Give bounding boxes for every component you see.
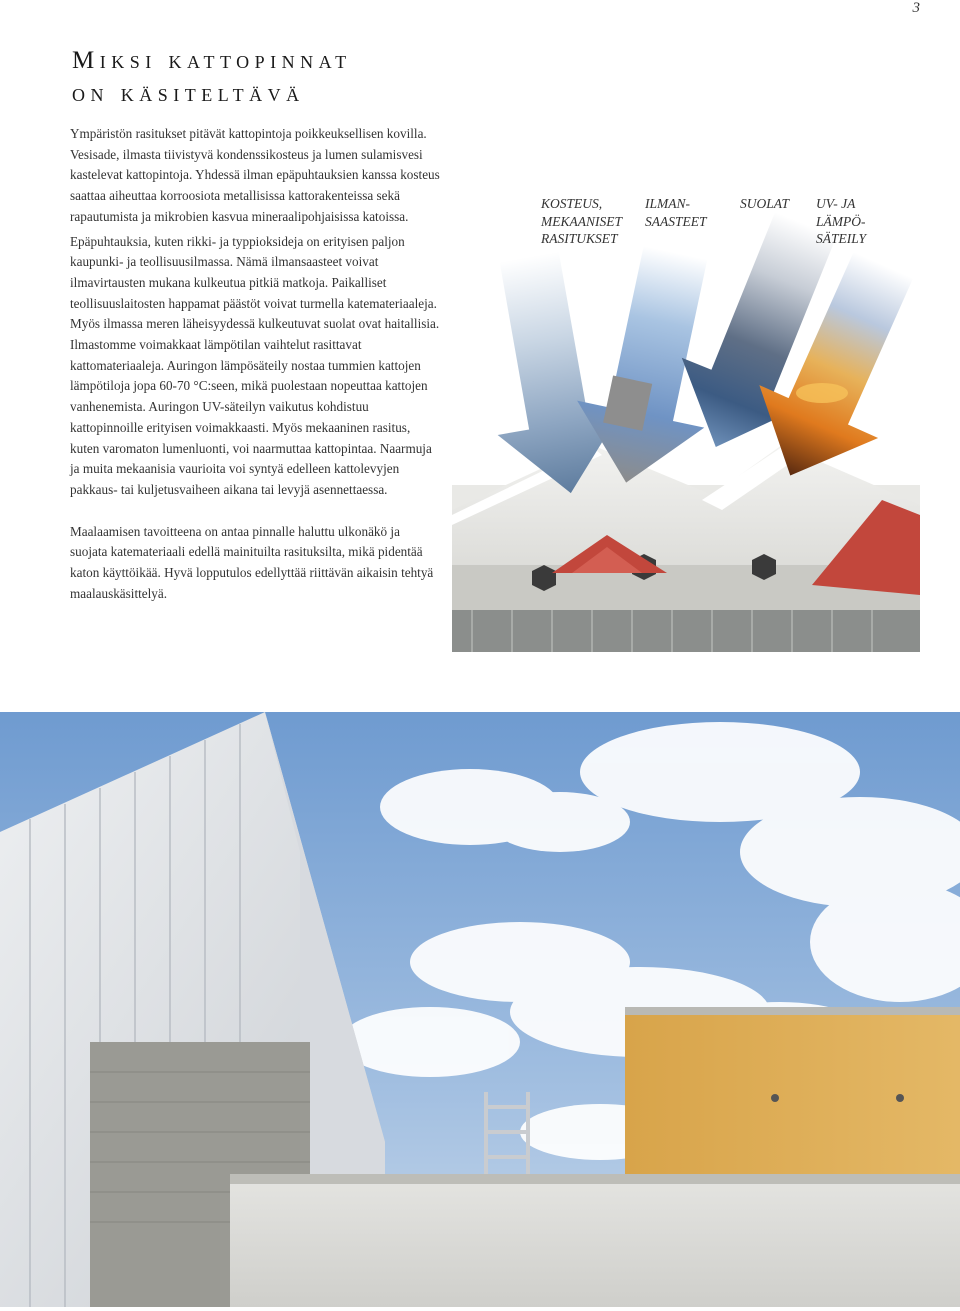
label-salts: SUOLAT bbox=[740, 196, 790, 211]
wall-coping bbox=[230, 1174, 960, 1184]
fence bbox=[452, 610, 920, 652]
paragraph-1: Ympäristön rasitukset pitävät kattopintoja poikkeuksellisen kovilla. Vesisade, ilmasta tiivistyvä kondenssikosteus ja lumen sulamisvesi kastelevat kattopintoja. Yhdessä ilman epäpuhtauksien kanssa kosteus saattaa aiheuttaa korroosiota metallisissa kattorakenteissa sekä rapautumista ja mikrobien kasvua mineraalipohjaisissa katoissa. bbox=[70, 126, 440, 224]
article-body bbox=[70, 124, 440, 604]
title-line-2: on käsiteltävä bbox=[72, 80, 305, 107]
roofs-photo-image bbox=[0, 712, 960, 1307]
foreground-wall bbox=[230, 1182, 960, 1307]
label-pollution: ILMAN- SAASTEET bbox=[645, 196, 707, 229]
paragraph-2: Epäpuhtauksia, kuten rikki- ja typpioksideja on erityisen paljon kaupunki- ja teollisuusilmassa. Nämä ilmansaasteet voivat ilmavirtausten mukana kulkeutua pitkiä matkoja. Paikalliset teollisuuslaitosten happamat päästöt voivat turmella katemateriaaleja. Myös ilmassa meren läheisyydessä kulkeutuvat suolat ovat haitallisia. bbox=[70, 233, 440, 332]
roof-stress-illustration bbox=[452, 155, 920, 652]
paragraph-3: Ilmastomme voimakkaat lämpötilan vaihtelut rasittavat kattomateriaaleja. Auringon lämpösäteily nostaa tummien kattojen lämpötiloja jopa 60-70 °C:seen, mikä puolestaan nopeuttaa kattojen vanhenemista. Auringon UV-säteilyn vaikutus kohdistuu kattopinnoille erityisen voimakkaasti. Myös mekaaninen rasitus, kuten varomaton lumenluonti, voi naarmuttaa kattopintaa. Naarmuja ja muita mekaanisia vaurioita voi syntyä edelleen kattolevyjen pakkaus- tai kuljetusvaiheen aikana tai levyjä asennettaessa. bbox=[70, 337, 432, 497]
sun-glow bbox=[796, 383, 848, 403]
wall-fixture bbox=[896, 1094, 904, 1102]
label-moisture: KOSTEUS, MEKAANISET RASITUKSET bbox=[541, 196, 622, 246]
wall-fixture bbox=[771, 1094, 779, 1102]
page-number: 3 bbox=[912, 0, 920, 16]
title-line-1: Miksi kattopinnat bbox=[72, 47, 352, 74]
paragraph-4: Maalaamisen tavoitteena on antaa pinnalle haluttu ulkonäkö ja suojata katemateriaali edellä mainituilta rasituksilta, mikä pidentää katon käyttöikää. Hyvä lopputulos edellyttää riittävän aikaisin tehtyä maalauskäsittelyä. bbox=[70, 523, 434, 601]
yellow-building-cap bbox=[625, 1007, 960, 1015]
page-title bbox=[72, 44, 352, 110]
roofs-photo bbox=[0, 712, 960, 1307]
label-uv-heat: UV- JA LÄMPÖ- SÄTEILY bbox=[816, 196, 866, 246]
